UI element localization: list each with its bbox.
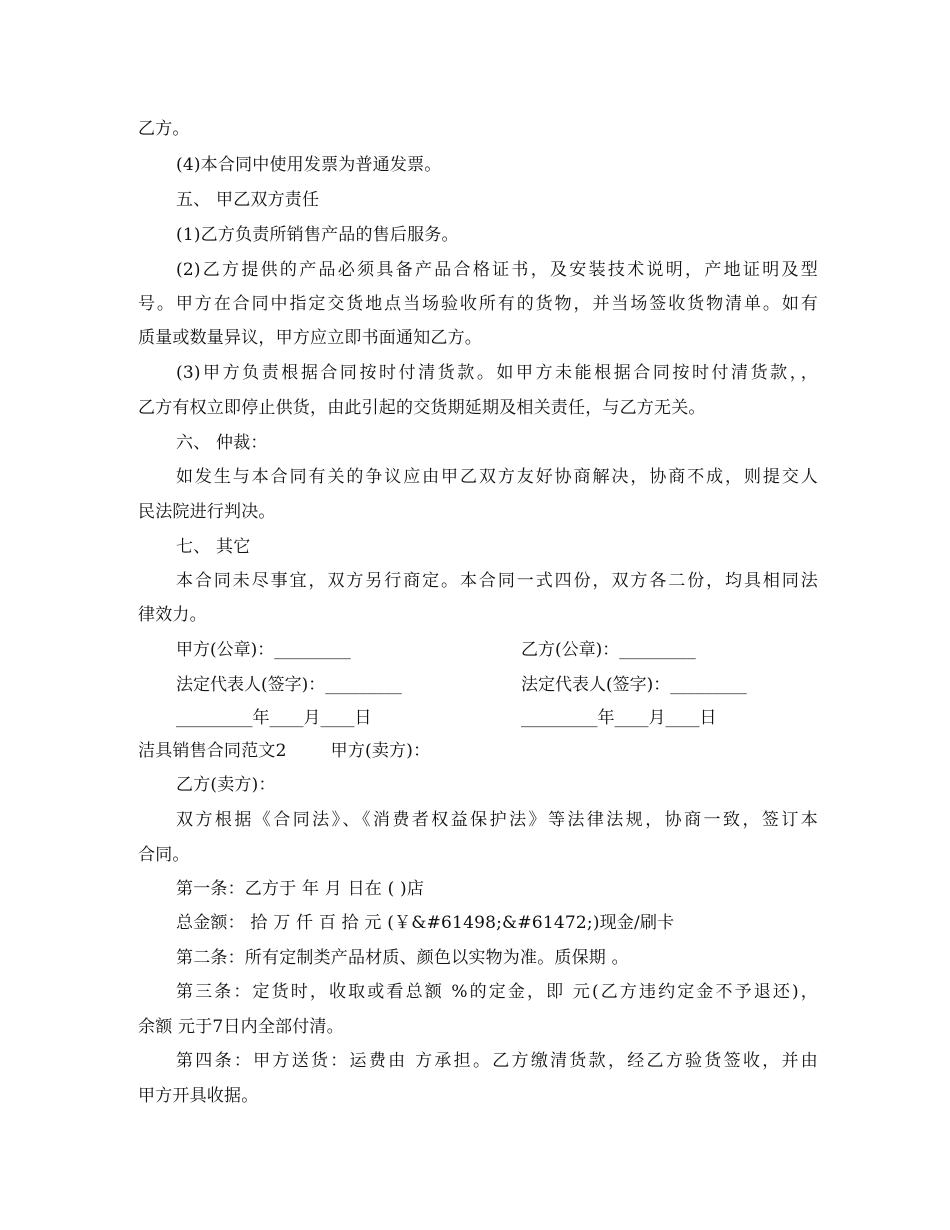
article-line: 第二条：所有定制类产品材质、颜色以实物为准。质保期 。	[176, 948, 629, 968]
text-line: 号。甲方在合同中指定交货地点当场验收所有的货物，并当场签收货物清单。如有	[138, 294, 818, 314]
text-line: 如发生与本合同有关的争议应由甲乙双方友好协商解决，协商不成，则提交人	[176, 467, 818, 487]
text-line: 民法院进行判决。	[138, 502, 276, 522]
text-line: 合同。	[138, 845, 190, 865]
article-line: 第四条：甲方送货：运费由 方承担。乙方缴清货款，经乙方验货签收，并由	[176, 1051, 818, 1071]
seller-b-label: 乙方(卖方)：	[176, 775, 276, 795]
text-line: 乙方。	[138, 119, 190, 139]
article-line: 总金额： 拾 万 仟 百 拾 元 (￥&#61498;&#61472;)现金/刷卡	[176, 913, 675, 933]
text-line: 律效力。	[138, 605, 207, 625]
text-line: (2)乙方提供的产品必须具备产品合格证书，及安装技术说明，产地证明及型	[176, 260, 818, 280]
section-heading: 六、 仲裁：	[176, 433, 268, 453]
party-a-rep-field: 法定代表人(签字)：_________	[176, 675, 402, 695]
text-line: (4)本合同中使用发票为普通发票。	[176, 155, 442, 175]
text-line: 余额 元于7日内全部付清。	[138, 1017, 344, 1037]
article-line: 第一条：乙方于 年 月 日在 ( )店	[176, 879, 425, 899]
seller-a-label: 甲方(卖方)：	[330, 741, 431, 761]
party-b-date-field: _________年____月____日	[521, 708, 717, 728]
second-contract-title: 洁具销售合同范文2	[138, 741, 287, 761]
text-line: 双方根据《合同法》、《消费者权益保护法》等法律法规，协商一致，签订本	[176, 810, 818, 830]
text-line: 乙方有权立即停止供货，由此引起的交货期延期及相关责任，与乙方无关。	[138, 398, 706, 418]
party-a-seal-field: 甲方(公章)：_________	[176, 640, 351, 660]
party-b-rep-field: 法定代表人(签字)：_________	[521, 675, 747, 695]
section-heading: 七、 其它	[176, 537, 251, 557]
text-line: (1)乙方负责所销售产品的售后服务。	[176, 225, 459, 245]
second-contract-header	[138, 741, 818, 761]
party-b-seal-field: 乙方(公章)：_________	[521, 640, 696, 660]
text-line: 甲方开具收据。	[138, 1086, 259, 1106]
section-heading: 五、 甲乙双方责任	[176, 190, 320, 210]
article-line: 第三条：定货时，收取或看总额 %的定金，即 元(乙方违约定金不予退还)，	[176, 982, 818, 1002]
text-line: (3)甲方负责根据合同按时付清货款。如甲方未能根据合同按时付清货款，，	[176, 363, 818, 383]
text-line: 质量或数量异议，甲方应立即书面通知乙方。	[138, 328, 482, 348]
party-a-date-field: _________年____月____日	[176, 708, 372, 728]
text-line: 本合同未尽事宜，双方另行商定。本合同一式四份，双方各二份，均具相同法	[176, 571, 818, 591]
